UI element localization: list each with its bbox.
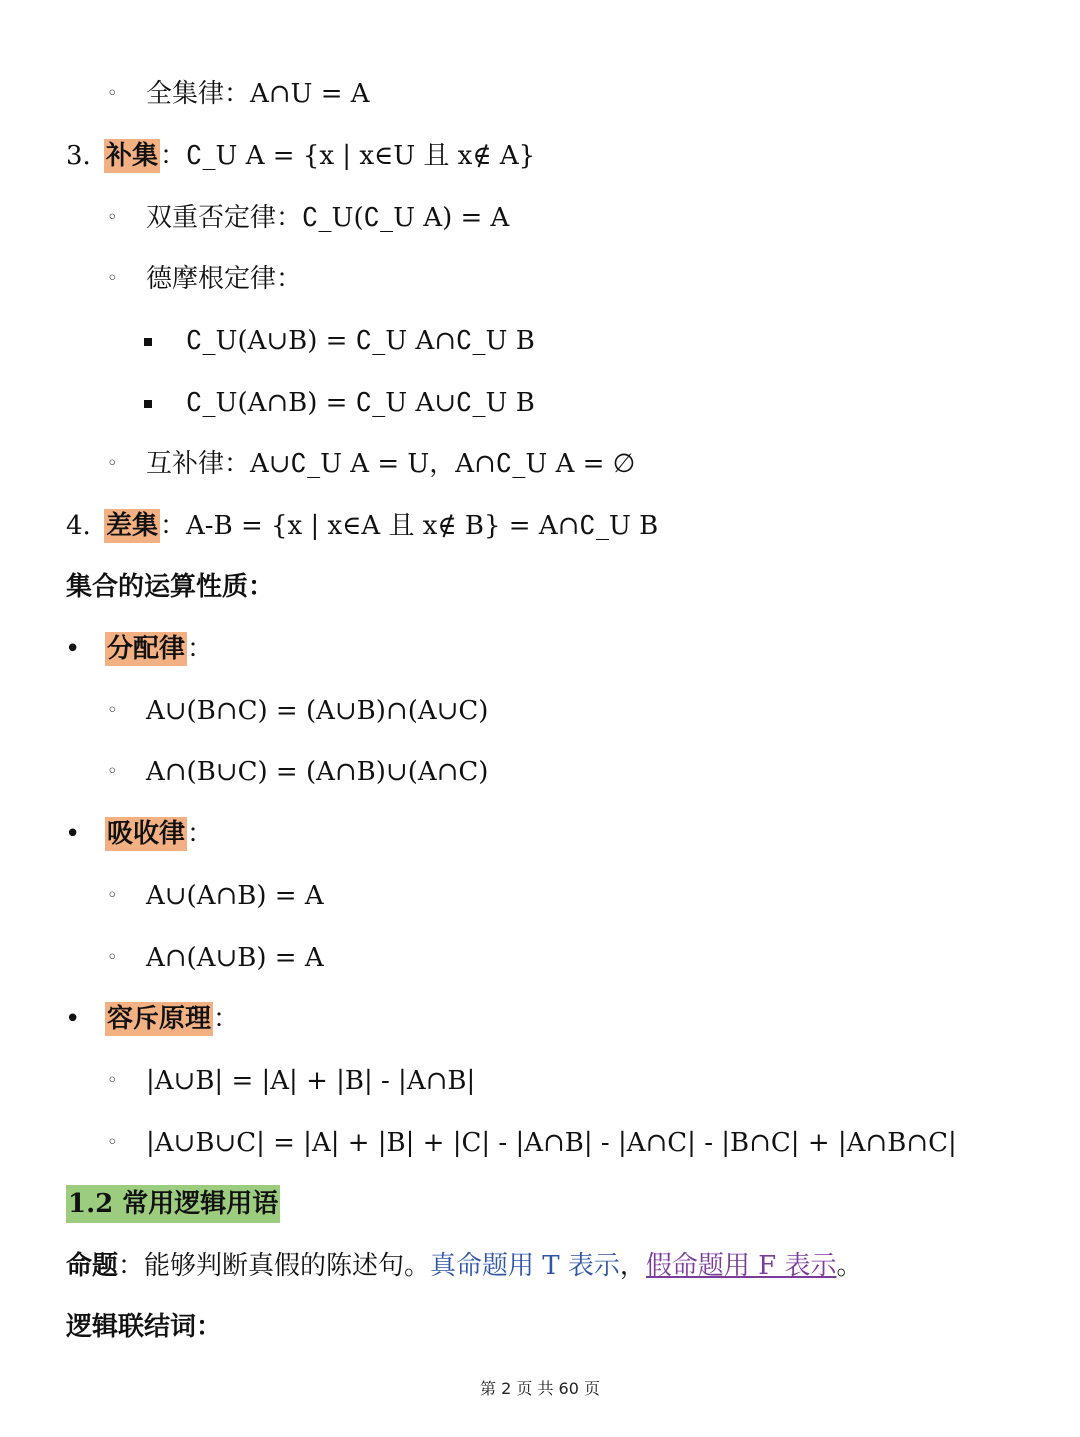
list-item <box>65 999 240 1039</box>
circle-bullet-icon: ◦ <box>107 207 118 228</box>
list-item <box>107 938 324 978</box>
circle-bullet-icon: ◦ <box>107 83 118 104</box>
list-item <box>107 691 489 731</box>
period: 。 <box>836 1251 863 1281</box>
circle-bullet-icon: ◦ <box>107 453 118 474</box>
universal-law-text: 全集律：A∩U = A <box>146 79 370 109</box>
double-negation-text: 双重否定律：∁_U(∁_U A) = A <box>146 203 510 233</box>
complement-term: 补集 <box>106 141 159 171</box>
absorption-term: 吸收律 <box>107 819 186 849</box>
inclusion-formula-2: |A∪B∪C| = |A| + |B| + |C| - |A∩B| - |A∩C| - |B∩C| + |A∩B∩C| <box>146 1128 957 1158</box>
difference-term: 差集 <box>106 511 159 541</box>
circle-bullet-icon: ◦ <box>107 1070 118 1091</box>
true-proposition-note: 真命题用 T 表示 <box>430 1251 620 1281</box>
list-item <box>65 814 214 854</box>
complement-definition: ：∁_U A = {x | x∈U 且 x∉ A} <box>160 141 536 171</box>
complement-law-text: 互补律：A∪∁_U A = U，A∩∁_U A = ∅ <box>146 449 636 479</box>
list-item <box>186 321 535 361</box>
colon: ： <box>213 1004 240 1034</box>
list-item <box>107 444 636 484</box>
inclusion-exclusion-term: 容斥原理 <box>107 1004 212 1034</box>
proposition-definition: ：能够判断真假的陈述句。 <box>118 1251 431 1281</box>
distributive-formula-2: A∩(B∪C) = (A∩B)∪(A∩C) <box>146 757 489 787</box>
absorption-formula-1: A∪(A∩B) = A <box>146 881 324 911</box>
circle-bullet-icon: ◦ <box>107 761 118 782</box>
list-number: 3. <box>66 141 91 171</box>
circle-bullet-icon: ◦ <box>107 947 118 968</box>
list-item <box>107 752 489 792</box>
distributive-formula-1: A∪(B∩C) = (A∪B)∩(A∪C) <box>146 696 489 726</box>
colon: ： <box>187 634 214 664</box>
colon: ： <box>187 819 214 849</box>
circle-bullet-icon: ◦ <box>107 1132 118 1153</box>
list-item <box>66 136 535 176</box>
inclusion-formula-1: |A∪B| = |A| + |B| - |A∩B| <box>146 1066 476 1096</box>
section-heading <box>66 1184 280 1224</box>
square-bullet-icon <box>144 400 152 408</box>
list-item <box>65 629 214 669</box>
false-proposition-link[interactable]: 假命题用 F 表示 <box>645 1251 837 1281</box>
properties-heading: 集合的运算性质： <box>66 572 275 602</box>
list-item <box>66 506 658 546</box>
list-item <box>107 1123 957 1163</box>
list-number: 4. <box>66 511 91 541</box>
circle-bullet-icon: ◦ <box>107 268 118 289</box>
proposition-paragraph <box>66 1246 863 1286</box>
section-heading-text: 1.2 常用逻辑用语 <box>66 1185 280 1223</box>
connectives-heading: 逻辑联结词： <box>66 1312 223 1342</box>
demorgan-formula-1: ∁_U(A∪B) = ∁_U A∩∁_U B <box>186 326 535 356</box>
demorgan-title: 德摩根定律： <box>146 264 303 294</box>
list-item <box>107 1061 476 1101</box>
bullet-dot-icon: • <box>65 634 81 664</box>
absorption-formula-2: A∩(A∪B) = A <box>146 943 324 973</box>
bullet-dot-icon: • <box>65 1004 81 1034</box>
page-footer: 第 2 页 共 60 页 <box>480 1379 600 1398</box>
proposition-term: 命题 <box>66 1251 119 1281</box>
list-item <box>186 383 535 423</box>
list-item <box>107 876 324 916</box>
circle-bullet-icon: ◦ <box>107 885 118 906</box>
list-item <box>107 259 303 299</box>
distributive-term: 分配律 <box>107 634 186 664</box>
square-bullet-icon <box>144 338 152 346</box>
bullet-dot-icon: • <box>65 819 81 849</box>
demorgan-formula-2: ∁_U(A∩B) = ∁_U A∪∁_U B <box>186 388 535 418</box>
difference-definition: ：A-B = {x | x∈A 且 x∉ B} = A∩∁_U B <box>160 511 659 541</box>
list-item <box>107 74 370 114</box>
comma: ， <box>619 1251 646 1281</box>
circle-bullet-icon: ◦ <box>107 700 118 721</box>
list-item <box>107 198 510 238</box>
